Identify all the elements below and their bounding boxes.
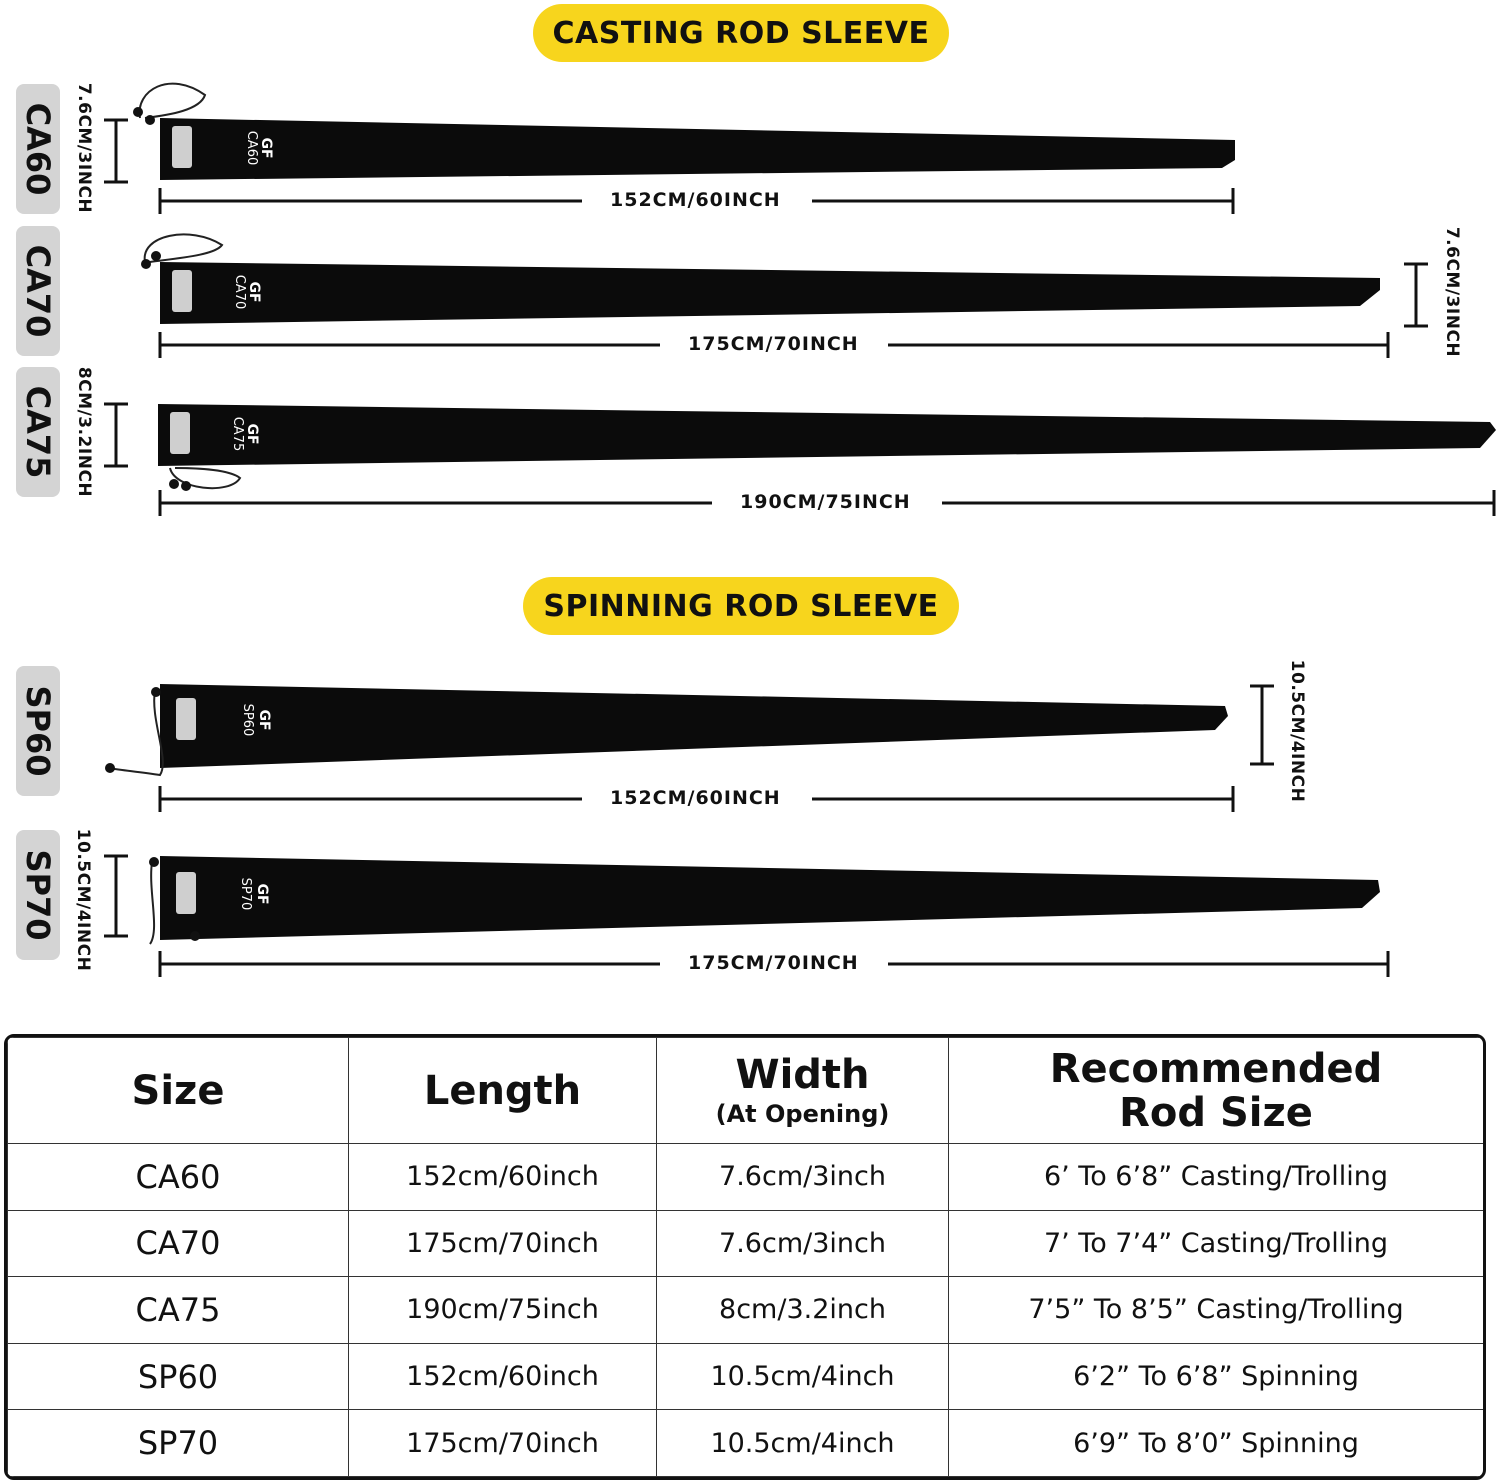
length-label-ca60: 152CM/60INCH xyxy=(604,189,787,211)
cell-width: 7.6cm/3inch xyxy=(657,1144,949,1211)
header-width-label: Width xyxy=(735,1052,870,1099)
cell-width: 7.6cm/3inch xyxy=(657,1210,949,1277)
casting-section-title: CASTING ROD SLEEVE xyxy=(533,4,949,62)
width-line-ca60 xyxy=(104,120,128,182)
cell-size: SP60 xyxy=(8,1343,349,1410)
cell-recommended: 6’2” To 6’8” Spinning xyxy=(949,1343,1484,1410)
table-row xyxy=(8,1410,1484,1477)
sleeve-print: CA70 xyxy=(232,274,247,310)
width-label-ca75: 8CM/3.2INCH xyxy=(74,366,94,498)
tag-label: CA70 xyxy=(19,244,57,338)
width-label-ca70: 7.6CM/3INCH xyxy=(1442,226,1462,358)
sleeve-print: SP60 xyxy=(240,703,255,737)
cell-length: 175cm/70inch xyxy=(349,1210,657,1277)
table-row xyxy=(8,1343,1484,1410)
table-row xyxy=(8,1144,1484,1211)
header-size: Size xyxy=(8,1038,349,1144)
header-width-sub: (At Opening) xyxy=(715,1100,890,1129)
header-rec-line2: Rod Size xyxy=(1119,1089,1313,1136)
table-header-row xyxy=(8,1038,1484,1144)
width-label-sp70: 10.5CM/4INCH xyxy=(73,828,93,972)
sleeve-print: CA60 xyxy=(244,130,259,166)
tag-label: SP60 xyxy=(19,685,57,777)
length-label-ca75: 190CM/75INCH xyxy=(734,491,917,513)
sleeve-print: CA75 xyxy=(230,416,245,452)
width-label-ca60: 7.6CM/3INCH xyxy=(74,82,94,214)
tag-label: CA75 xyxy=(19,385,57,479)
size-table xyxy=(4,1034,1486,1480)
header-width xyxy=(657,1038,949,1144)
header-recommended xyxy=(949,1038,1484,1144)
width-line-sp70 xyxy=(104,856,128,936)
header-length: Length xyxy=(349,1038,657,1144)
width-line-ca75 xyxy=(104,404,128,466)
sleeve-ca75 xyxy=(158,404,1496,491)
brand-logo: GF xyxy=(256,709,272,731)
cell-width: 10.5cm/4inch xyxy=(657,1410,949,1477)
tag-label: SP70 xyxy=(19,849,57,941)
width-line-ca70 xyxy=(1404,264,1428,326)
length-label-ca70: 175CM/70INCH xyxy=(682,333,865,355)
cell-recommended: 7’5” To 8’5” Casting/Trolling xyxy=(949,1277,1484,1344)
brand-logo: GF xyxy=(246,281,262,303)
tag-label: CA60 xyxy=(19,102,57,196)
sleeve-ca60 xyxy=(133,84,1235,180)
cell-size: CA60 xyxy=(8,1144,349,1211)
sleeve-sp70 xyxy=(149,856,1380,944)
brand-logo: GF xyxy=(258,137,274,159)
length-label-sp60: 152CM/60INCH xyxy=(604,787,787,809)
cell-width: 10.5cm/4inch xyxy=(657,1343,949,1410)
sleeve-ca70 xyxy=(141,234,1380,324)
width-line-sp60 xyxy=(1250,686,1274,764)
width-label-sp60: 10.5CM/4INCH xyxy=(1287,659,1307,803)
cell-length: 175cm/70inch xyxy=(349,1410,657,1477)
cell-size: SP70 xyxy=(8,1410,349,1477)
cell-recommended: 6’9” To 8’0” Spinning xyxy=(949,1410,1484,1477)
sleeve-sp60 xyxy=(105,684,1228,775)
length-label-sp70: 175CM/70INCH xyxy=(682,952,865,974)
cell-length: 152cm/60inch xyxy=(349,1343,657,1410)
cell-recommended: 6’ To 6’8” Casting/Trolling xyxy=(949,1144,1484,1211)
brand-logo: GF xyxy=(244,423,260,445)
sleeve-print: SP70 xyxy=(238,877,253,911)
cell-recommended: 7’ To 7’4” Casting/Trolling xyxy=(949,1210,1484,1277)
table-row xyxy=(8,1277,1484,1344)
cell-length: 152cm/60inch xyxy=(349,1144,657,1211)
cell-size: CA70 xyxy=(8,1210,349,1277)
brand-logo: GF xyxy=(254,883,270,905)
cell-size: CA75 xyxy=(8,1277,349,1344)
table-row xyxy=(8,1210,1484,1277)
cell-width: 8cm/3.2inch xyxy=(657,1277,949,1344)
header-rec-line1: Recommended xyxy=(1049,1045,1383,1092)
spinning-section-title: SPINNING ROD SLEEVE xyxy=(523,577,959,635)
cell-length: 190cm/75inch xyxy=(349,1277,657,1344)
